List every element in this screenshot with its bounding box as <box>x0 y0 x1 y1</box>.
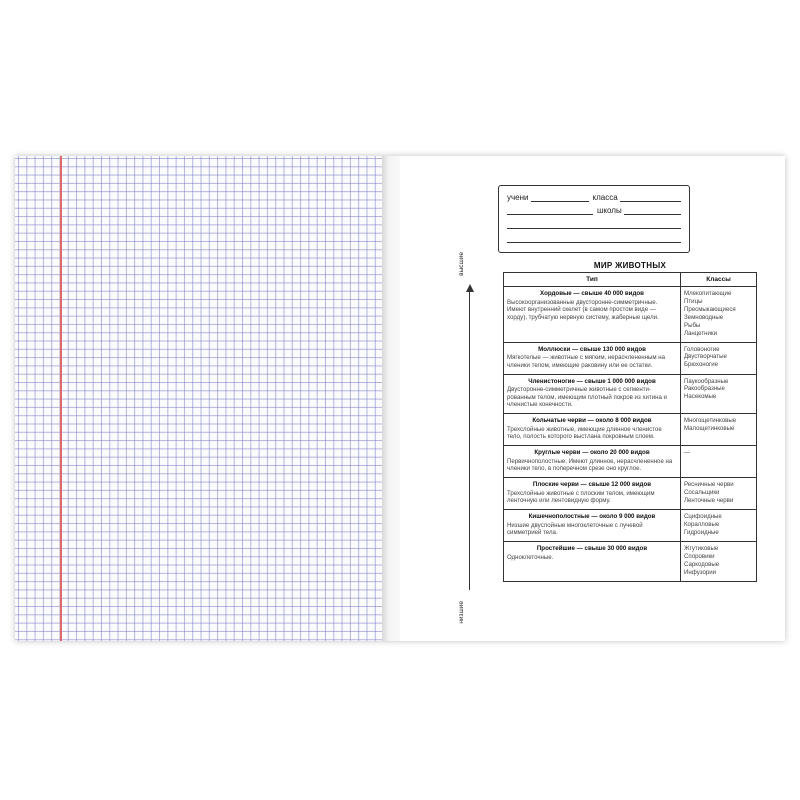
type-cell <box>504 374 681 414</box>
class-item: Саркодовые <box>684 560 720 568</box>
scale-bottom-label: низшие <box>458 601 465 624</box>
type-name: Круглые черви — около 20 000 видов <box>534 449 650 457</box>
student-label: учени <box>507 193 529 202</box>
classes-cell <box>681 374 757 414</box>
table-header-row <box>504 273 757 287</box>
type-cell <box>504 541 681 581</box>
class-item: Насекомые <box>684 393 717 401</box>
class-item: Ресничные черви <box>684 481 734 489</box>
type-description: Высокоорганизованные двусторонне-симметричные. Имеют внутренний скелет (в самом простом виде — хорду), трубчатую нервную систему, жаберные щели. <box>507 298 659 321</box>
class-item: Коралловые <box>684 520 720 528</box>
classes-cell <box>681 541 757 581</box>
scale-line <box>469 290 470 590</box>
type-cell <box>504 478 681 510</box>
class-item: Малощетинковые <box>684 425 735 432</box>
evolution-scale <box>458 252 482 624</box>
type-name: Моллюски — свыше 130 000 видов <box>538 345 646 353</box>
class-item: Сосальщики <box>684 488 720 496</box>
class-item: Брюхоногие <box>684 361 719 369</box>
type-name: Хордовые — свыше 40 000 видов <box>540 290 644 297</box>
table-row <box>504 414 757 446</box>
class-item: Пресмыкающиеся <box>684 305 736 313</box>
class-line <box>620 193 681 202</box>
table-row <box>504 446 757 478</box>
class-item: Млекопитающие <box>684 290 732 297</box>
type-cell <box>504 509 681 541</box>
classes-cell <box>681 414 757 446</box>
table-row <box>504 541 757 581</box>
classes-cell <box>681 287 757 343</box>
header-classes: Классы <box>681 273 757 287</box>
school-prefix-line <box>507 206 593 215</box>
type-cell <box>504 287 681 343</box>
student-line <box>531 193 589 202</box>
class-item: — <box>684 449 691 457</box>
type-description: Одноклеточные. <box>507 553 554 561</box>
graph-paper-page <box>15 156 382 641</box>
classes-cell <box>681 446 757 478</box>
class-item: Птицы <box>684 297 703 305</box>
type-cell <box>504 414 681 446</box>
class-item: Ленточные черви <box>684 496 734 504</box>
class-item: Споровики <box>684 552 715 560</box>
classes-cell <box>681 509 757 541</box>
blank-line-2 <box>507 230 681 243</box>
class-item: Рыбы <box>684 321 701 329</box>
class-item: Ланцетники <box>684 329 717 337</box>
class-label: класса <box>592 193 618 202</box>
class-item: Жгутиковые <box>684 544 719 552</box>
type-name: Кольчатые черви — около 8 000 видов <box>532 417 652 425</box>
name-label-box <box>498 185 690 253</box>
notebook-spread <box>15 156 785 641</box>
type-name: Кишечнополостные — около 9 000 видов <box>528 512 656 520</box>
arrow-up-icon <box>466 284 474 292</box>
class-item: Сцифоидные <box>684 512 722 520</box>
school-row <box>507 203 681 215</box>
school-line <box>624 206 681 215</box>
table-row <box>504 478 757 510</box>
cover-back-page <box>400 156 785 641</box>
type-description: Низшие двуслойные многоклеточные с лучевой симметрией тела. <box>507 521 643 537</box>
student-row <box>507 190 681 202</box>
class-item: Многощетинковые <box>684 417 737 425</box>
type-name: Простейшие — свыше 30 000 видов <box>536 544 648 552</box>
blank-line-1 <box>507 216 681 229</box>
type-description: Мягкотелые — животные с мягким, нерасчлененным на членики телом, имеющие раковину или ее остатки. <box>507 354 666 369</box>
notebook-spine <box>382 156 400 641</box>
classes-cell <box>681 342 757 374</box>
class-item: Двустворчатые <box>684 353 727 361</box>
header-type: Тип <box>504 273 681 287</box>
class-item: Паукообразные <box>684 377 729 385</box>
red-margin-line <box>60 156 62 641</box>
type-description: Двусторонне-симметричные животные с сегментированным телом, имеющим плотный покров из хитина и членистые конечности. <box>507 386 667 409</box>
table-row <box>504 374 757 414</box>
type-description: Трехслойные животные, имеющие длинное членистое тело, полость которого выстлана покровным слоем. <box>507 425 662 441</box>
type-description: Трехслойные животные с плоским телом, имеющим ленточную или лентовидную форму. <box>507 489 655 505</box>
class-item: Головоногие <box>684 345 720 353</box>
type-name: Членистоногие — свыше 1 000 000 видов <box>528 377 656 385</box>
table-title: МИР ЖИВОТНЫХ <box>593 261 667 270</box>
type-description: Первичнополостные. Имеют длинное, нерасчлененное на членики тело, в поперечном срезе оно круглое. <box>507 457 673 473</box>
table-body <box>504 287 757 582</box>
class-item: Инфузории <box>684 568 717 576</box>
class-item: Ракообразные <box>684 385 725 393</box>
classes-cell <box>681 478 757 510</box>
type-name: Плоские черви — свыше 12 000 видов <box>532 481 652 489</box>
school-label: школы <box>597 206 622 215</box>
class-item: Гидроидные <box>684 528 719 536</box>
class-item: Земноводные <box>684 313 724 321</box>
type-cell <box>504 446 681 478</box>
table-row <box>504 342 757 374</box>
animal-kingdom-table <box>503 272 757 582</box>
scale-top-label: высшие <box>458 252 465 276</box>
table-row <box>504 509 757 541</box>
type-cell <box>504 342 681 374</box>
table-row <box>504 287 757 343</box>
